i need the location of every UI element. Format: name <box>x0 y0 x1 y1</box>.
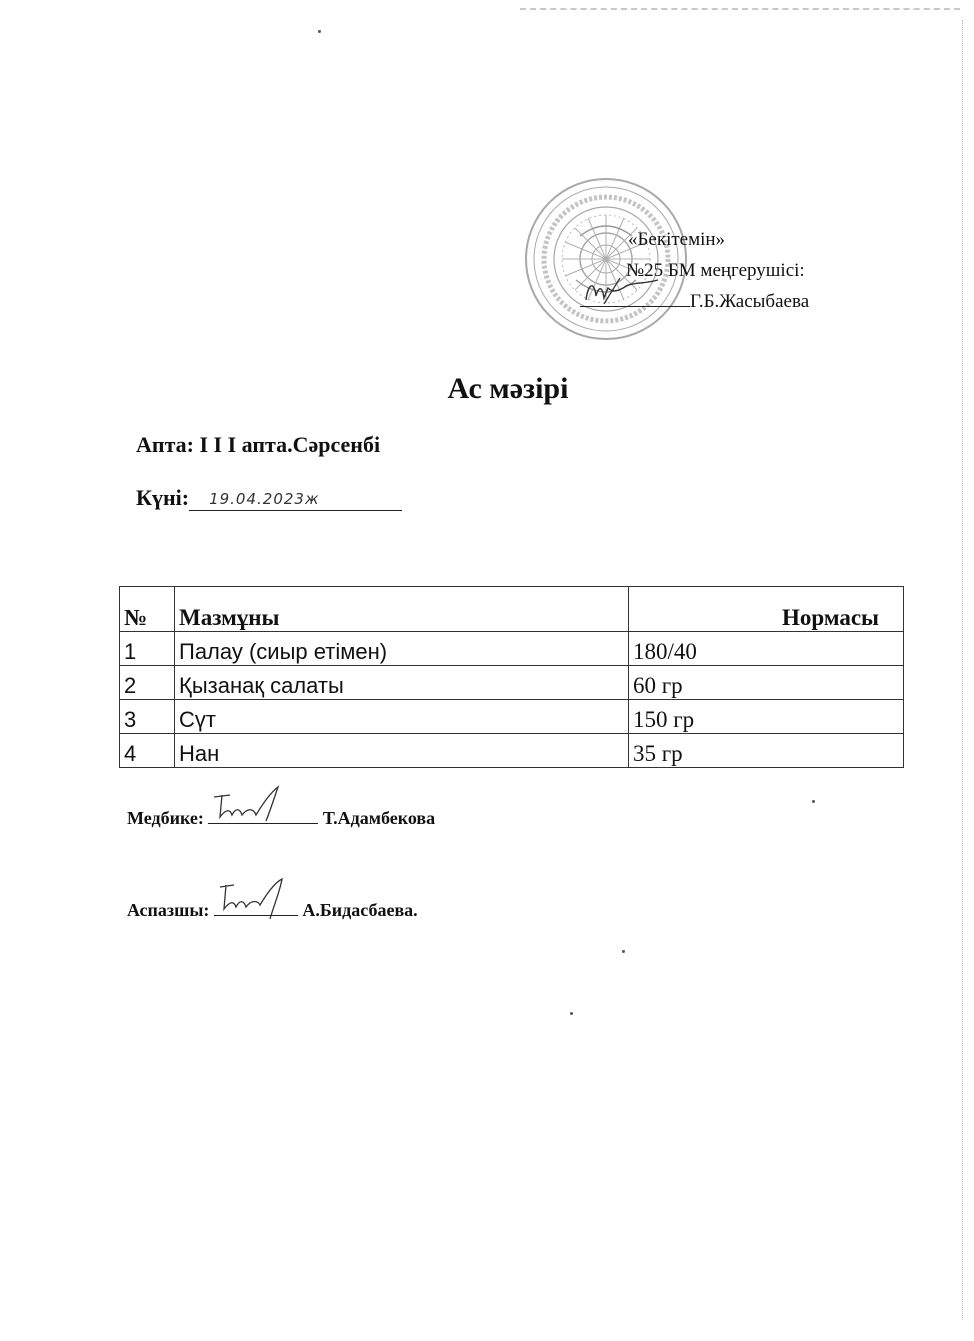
cook-signature-row <box>127 900 418 921</box>
row-num: 1 <box>120 632 175 666</box>
header-num: № <box>120 587 175 632</box>
cook-label: Аспазшы: <box>127 900 210 920</box>
table-row <box>120 666 904 700</box>
signature-blank <box>208 809 318 824</box>
scan-speck <box>812 800 815 803</box>
row-norm: 180/40 <box>629 632 904 666</box>
head-name: Г.Б.Жасыбаева <box>690 291 810 312</box>
row-num: 4 <box>120 734 175 768</box>
header-name: Мазмұны <box>175 587 629 632</box>
scan-edge-artifact <box>520 8 960 16</box>
table-header-row <box>120 587 904 632</box>
row-norm: 35 гр <box>629 734 904 768</box>
nurse-label: Медбике: <box>127 808 204 828</box>
menu-table <box>119 586 904 768</box>
row-name: Қызанақ салаты <box>175 666 629 700</box>
head-signature-icon <box>574 270 664 310</box>
row-norm: 150 гр <box>629 700 904 734</box>
date-value: 19.04.2023ж <box>209 490 320 508</box>
scan-speck <box>318 30 321 33</box>
approval-title: «Бекітемін» <box>628 229 726 250</box>
row-norm: 60 гр <box>629 666 904 700</box>
date-row <box>136 484 402 511</box>
row-num: 2 <box>120 666 175 700</box>
row-name: Нан <box>175 734 629 768</box>
row-name: Палау (сиыр етімен) <box>175 632 629 666</box>
approval-position: №25 БМ меңгерушісі: <box>626 260 805 281</box>
cook-name: А.Бидасбаева. <box>302 900 418 920</box>
week-label: Апта: І І І апта.Сәрсенбі <box>136 432 381 457</box>
nurse-signature-icon <box>208 783 318 829</box>
date-label: Күні: <box>136 485 190 510</box>
table-row <box>120 632 904 666</box>
nurse-signature-row <box>127 808 435 829</box>
cook-signature-icon <box>214 865 298 921</box>
header-norm: Нормасы <box>629 587 904 632</box>
nurse-name: Т.Адамбекова <box>322 808 436 828</box>
scan-edge-artifact <box>962 20 965 1320</box>
scan-speck <box>622 950 625 953</box>
row-name: Сүт <box>175 700 629 734</box>
table-row <box>120 700 904 734</box>
date-field <box>189 484 402 511</box>
table-row <box>120 734 904 768</box>
signature-blank <box>214 901 298 916</box>
scan-speck <box>570 1012 573 1015</box>
row-num: 3 <box>120 700 175 734</box>
page-title: Ас мәзірі <box>447 372 569 405</box>
